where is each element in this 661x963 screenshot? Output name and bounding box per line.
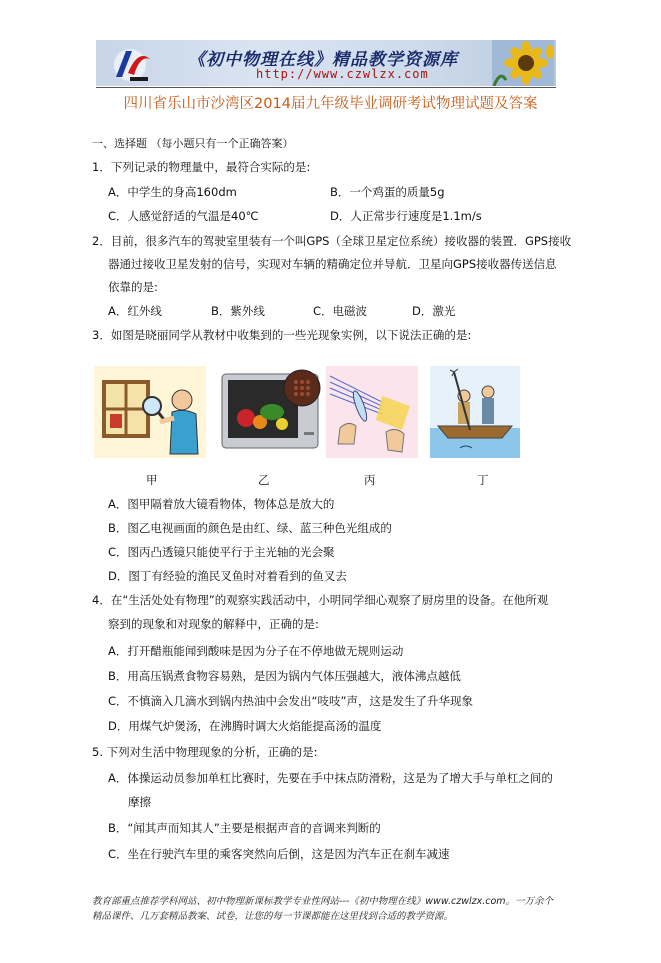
section-heading: 一、选择题 （每小题只有一个正确答案） [92,137,294,150]
q3-option-b: B．图乙电视画面的颜色是由红、绿、蓝三种色光组成的 [108,521,392,535]
banner-divider [96,87,556,88]
figure-caption-ding: 丁 [477,473,489,487]
page-footer [92,894,582,924]
q2-stem-line3: 依靠的是: [108,280,158,294]
q3-figure-row [90,366,530,461]
q1-option-d: D．人正常步行速度是1.1m/s [330,209,482,223]
banner-title: 《初中物理在线》精品教学资源库 [188,50,458,70]
q5-stem: 5. 下列对生活中物理现象的分析，正确的是: [92,745,318,759]
q3-option-a: A．图甲隔着放大镜看物体，物体总是放大的 [108,497,335,511]
q4-option-c: C．不慎滴入几滴水到锅内热油中会发出“吱吱”声，这是发生了升华现象 [108,694,473,708]
q2-stem-line1: 2．目前，很多汽车的驾驶室里装有一个叫GPS（全球卫星定位系统）接收器的装置．GPS接收 [92,234,572,248]
q1-option-a: A．中学生的身高160dm [108,185,237,199]
fisherman-boat-illustration [430,366,520,458]
q2-option-c: C．电磁波 [313,304,368,318]
q2-option-d: D．激光 [412,304,456,318]
figure-caption-yi: 乙 [258,473,270,487]
q3-stem: 3．如图是晓丽同学从教材中收集到的一些光现象实例，以下说法正确的是: [92,328,472,342]
q1-option-c: C．人感觉舒适的气温是40℃ [108,209,259,223]
banner-url-link[interactable]: http://www.czwlzx.com [256,67,429,81]
figure-caption-jia: 甲 [146,473,158,487]
q4-option-a: A．打开醋瓶能闻到酸味是因为分子在不停地做无规则运动 [108,644,404,658]
q4-option-d: D．用煤气炉煲汤，在沸腾时调大火焰能提高汤的温度 [108,719,382,733]
q5-option-c: C．坐在行驶汽车里的乘客突然向后倒，这是因为汽车正在刹车减速 [108,847,450,861]
document-title: 四川省乐山市沙湾区2014届九年级毕业调研考试物理试题及答案 [123,96,538,112]
figure-caption-bing: 丙 [364,473,376,487]
site-logo-icon [108,43,158,83]
footer-line1: 教育部重点推荐学科网站、初中物理新课标教学专业性网站---《初中物理在线》www.czwlzx.com。一万余个 [92,896,554,907]
q2-option-a: A．红外线 [108,304,162,318]
q5-option-a-line1: A．体操运动员参加单杠比赛时，先要在手中抹点防滑粉，这是为了增大手与单杠之间的 [108,771,553,785]
q1-option-b: B．一个鸡蛋的质量5g [330,185,445,199]
q3-option-c: C．图丙凸透镜只能使平行于主光轴的光会聚 [108,545,335,559]
sunflower-icon [492,40,554,86]
q4-option-b: B．用高压锅煮食物容易熟，是因为锅内气体压强越大，液体沸点越低 [108,669,461,683]
magnifier-window-illustration [94,366,206,458]
footer-line2: 精品课件、几万套精品教案、试卷，让您的每一节课都能在这里找到合适的教学资源。 [92,911,454,922]
site-banner [96,40,556,86]
q5-option-a-line2: 摩擦 [128,795,151,809]
convex-lens-illustration [326,366,418,458]
q1-stem: 1．下列记录的物理量中，最符合实际的是: [92,160,311,174]
tv-screen-illustration [216,366,328,458]
q5-option-b: B．“闻其声而知其人”主要是根据声音的音调来判断的 [108,821,381,835]
q4-stem-line1: 4．在“生活处处有物理”的观察实践活动中，小明同学细心观察了厨房里的设备。在他所观 [92,593,549,607]
q2-option-b: B．紫外线 [211,304,265,318]
q2-stem-line2: 器通过接收卫星发射的信号，实现对车辆的精确定位并导航．卫星向GPS接收器传送信息 [108,257,557,271]
q4-stem-line2: 察到的现象和对现象的解释中，正确的是: [108,617,319,631]
q3-option-d: D．图丁有经验的渔民叉鱼时对着看到的鱼叉去 [108,569,347,583]
